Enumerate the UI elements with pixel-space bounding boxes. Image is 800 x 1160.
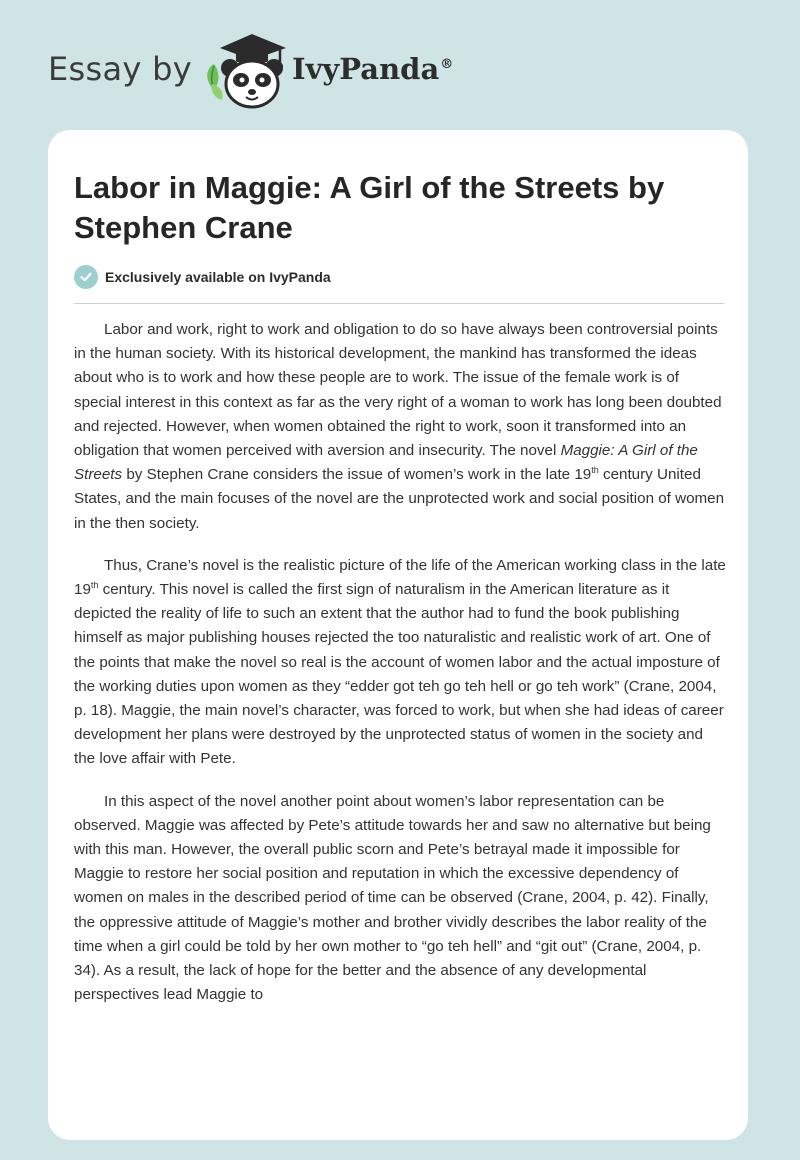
essay-by-label: Essay by — [48, 50, 192, 88]
paragraph-text: Labor and work, right to work and obligation to do so have always been controversial points in the human society. With its historical development, the mankind has transformed the ideas about who is to work and how these people are to work. The issue of the female work is of special interest in this context as far as the very right of a woman to work has long been doubted and rejected. However, when women obtained the right to work, soon it transformed into an obligation that women perceived with aversion and insecurity. The novel — [74, 321, 722, 460]
paragraph-2 — [74, 554, 726, 772]
paragraph-text: Thus, Crane’s novel is the realistic picture of the life of the American working class in the late 19 — [74, 556, 726, 599]
paragraph-text: In this aspect of the novel another point about women’s labor representation can be observed. Maggie was affected by Pete’s attitude towards her and saw no alternative but being with this man. However, the overall public scorn and Pete’s betrayal made it impossible for Maggie to restore her social position and reputation in which the excessive dependency of women on males in the described period of time can be observed (Crane, 2004, p. 42). Finally, the oppressive attitude of Maggie’s mother and brother vividly describes the labor reality of the time when a girl could be told by her own mother to “go teh hell” and “git out” (Crane, 2004, p. 34). As a result, the lack of hope for the better and the absence of any developmental perspectives lead Maggie to — [74, 792, 711, 1004]
essay-body — [74, 318, 726, 1025]
brand-registered-mark: ® — [440, 57, 454, 73]
brand-name: IvyPanda — [292, 52, 440, 86]
paragraph-3 — [74, 790, 726, 1008]
paragraph-text: by Stephen Crane considers the issue of women’s work in the late 19 — [122, 466, 592, 484]
exclusive-badge — [74, 264, 331, 290]
essay-card — [48, 130, 748, 1140]
exclusive-label: Exclusively available on IvyPanda — [105, 269, 331, 285]
site-header — [0, 0, 800, 120]
novel-title: Maggie: A Girl of the Streets — [74, 442, 698, 484]
ordinal-suffix: th — [591, 465, 599, 476]
check-icon — [74, 265, 98, 289]
ordinal-suffix: th — [90, 579, 99, 590]
brand-logo-text[interactable] — [292, 52, 453, 86]
paragraph-text: century United States, and the main focuses of the novel are the unprotected work and social position of women in the then society. — [74, 466, 725, 532]
essay-title: Labor in Maggie: A Girl of the Streets by Stephen Crane — [74, 170, 665, 245]
paragraph-text: century. This novel is called the first sign of naturalism in the American literature as it depicted the reality of life to such an extent that the author had to fund the book publishing himself as major publishing houses rejected the too naturalistic and realistic work of art. One of the points that make the novel so real is the account of women labor and the actual imposture of the working duties upon women as they “edder got teh go teh hell or go teh work” (Crane, 2004, p. 18). Maggie, the main novel’s character, was forced to work, but when she had ideas of career development her plans were destroyed by the unprotected status of women in the society and the love affair with Pete. — [74, 581, 724, 768]
panda-graduate-icon[interactable] — [200, 30, 296, 112]
paragraph-1 — [74, 318, 726, 536]
divider — [74, 303, 724, 304]
